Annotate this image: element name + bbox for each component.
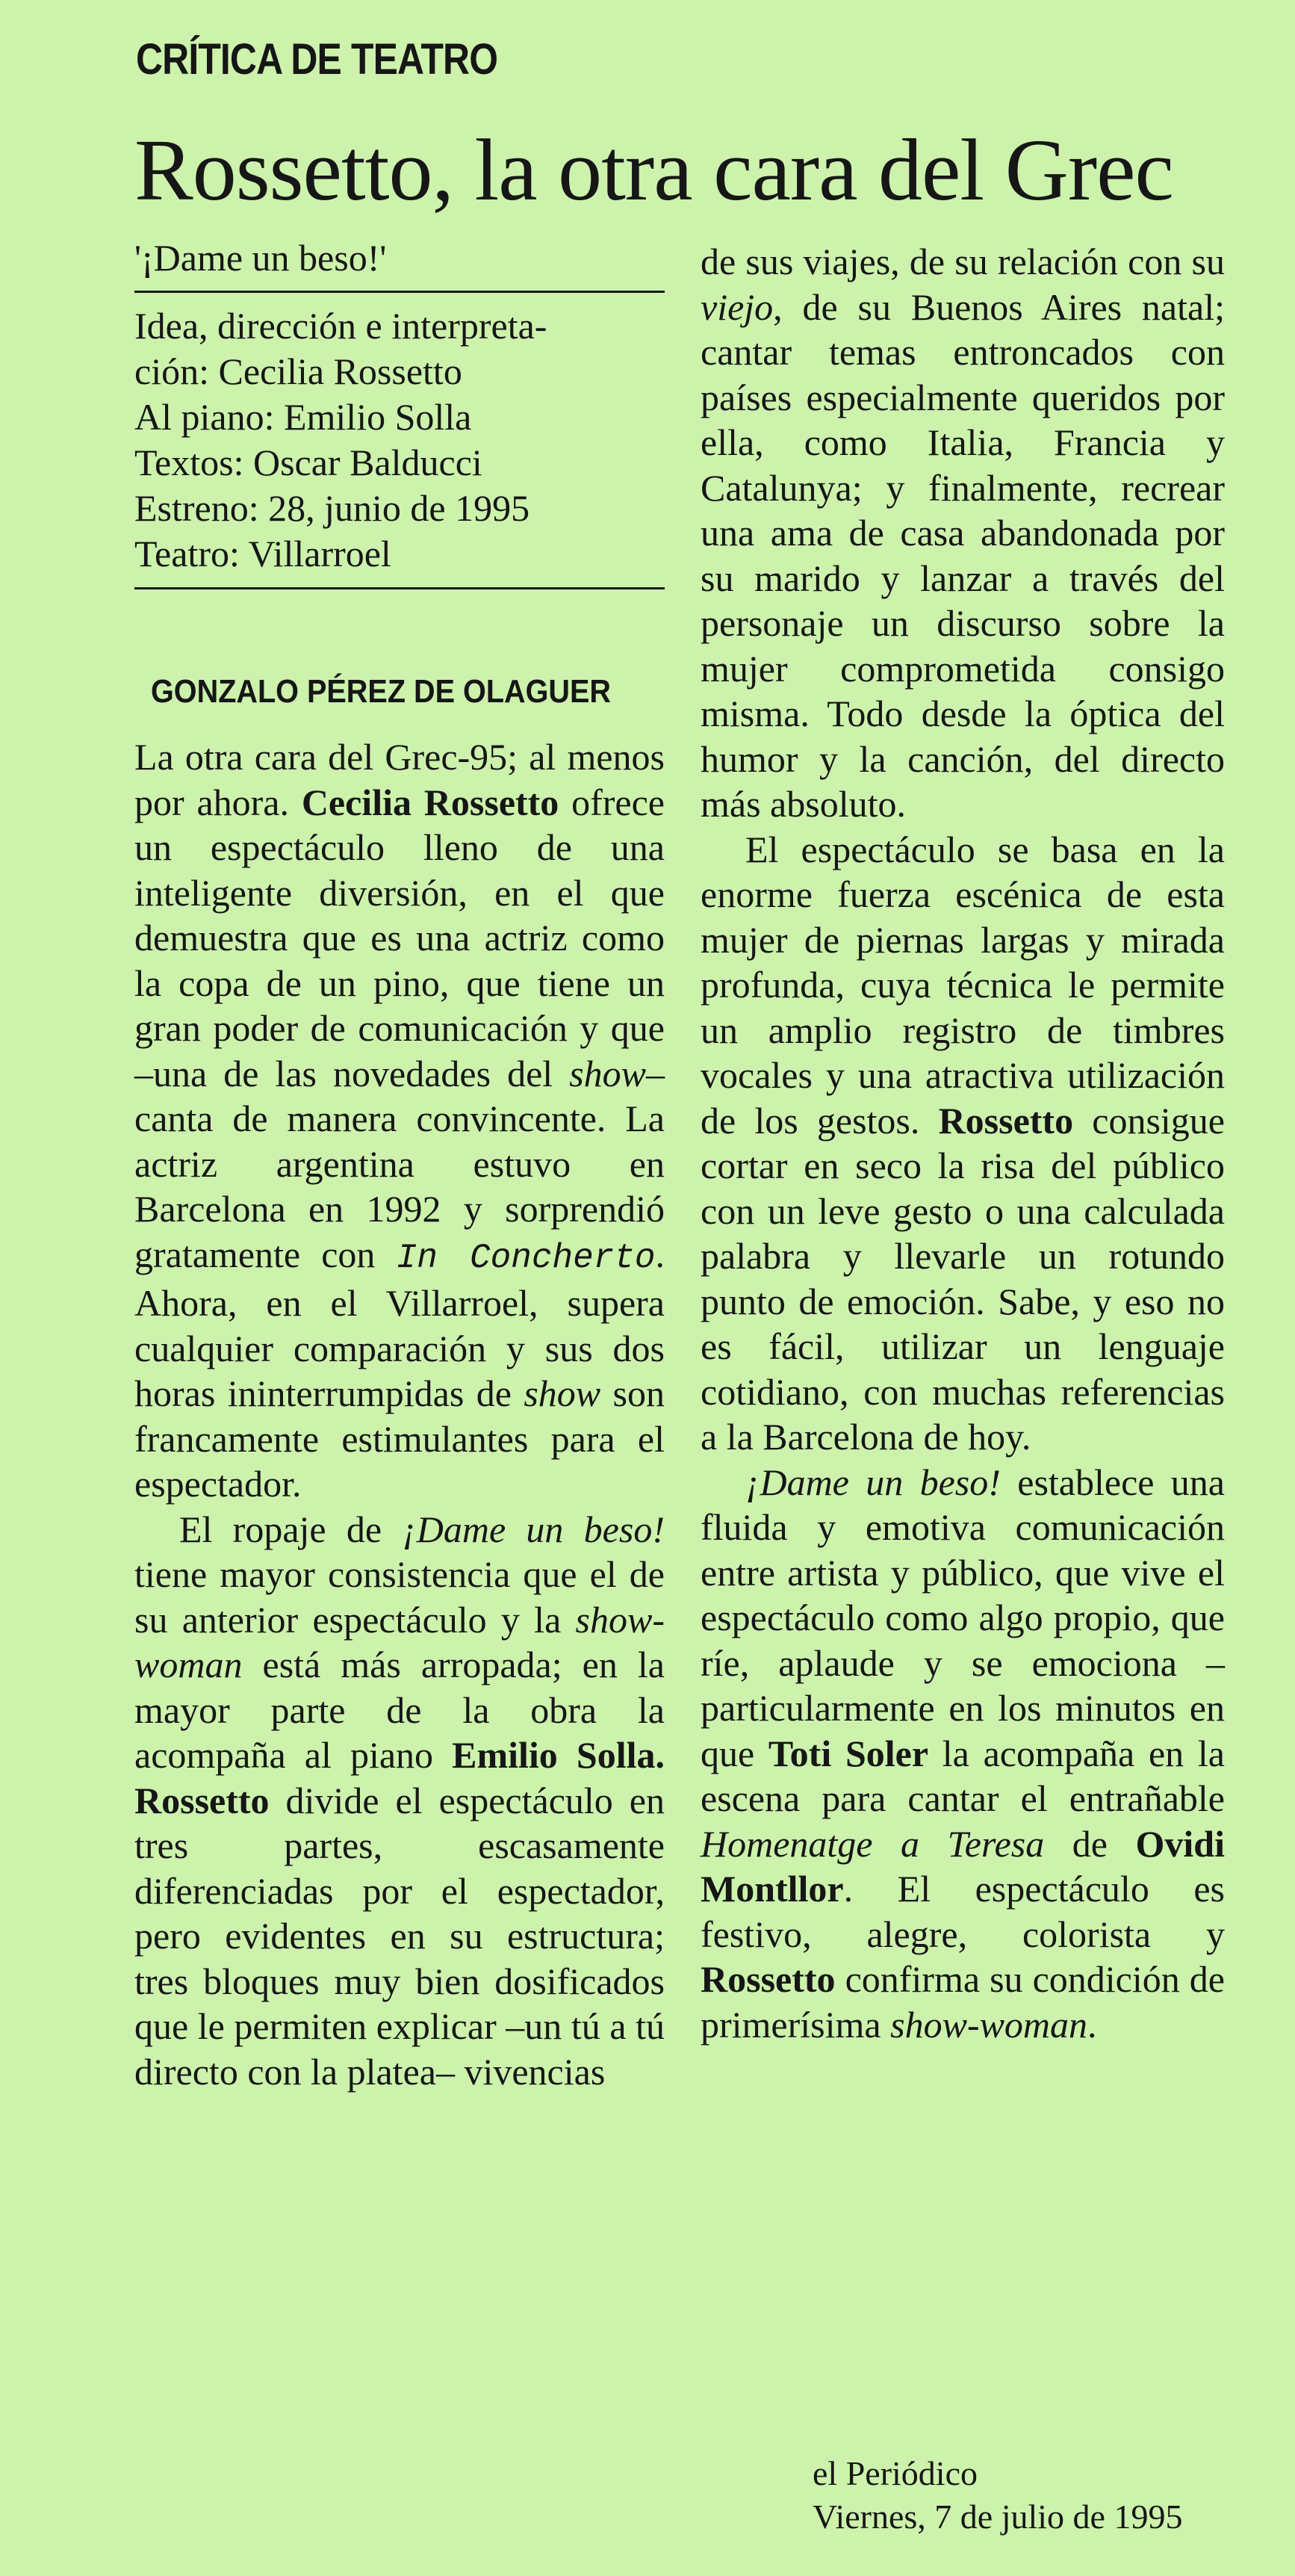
credit-line: Idea, dirección e interpreta- [134, 305, 547, 347]
headline: Rossetto, la otra cara del Grec [134, 121, 1173, 219]
article-paragraph: La otra cara del Grec-95; al menos por ahora. Cecilia Rossetto ofrece un espectáculo lleno de una inteligente diversión, en el que demuestra que es una actriz como la copa de un pino, que tiene un gran poder de comunicación y que –una de las novedades del show– canta de manera convincente. La actriz argentina estuvo en Barcelona en 1992 y sorprendió gratamente con In Concherto. Ahora, en el Villarroel, supera cualquier comparación y sus dos horas ininterrumpidas de show son francamente estimulantes para el espectador. [134, 736, 665, 1505]
article-paragraph: ¡Dame un beso! establece una fluida y emotiva comunicación entre artista y público, que vive el espectáculo como algo propio, que ríe, aplaude y se emociona –particularmente en los minutos en que Toti Soler la acompaña en la escena para cantar el entrañable Homenatge a Teresa de Ovidi Montllor. El espectáculo es festivo, alegre, colorista y Rossetto confirma su condición de primerísima show-woman. [701, 1461, 1225, 2046]
left-column [134, 235, 665, 2094]
publication-name: el Periódico [813, 2454, 978, 2492]
publication-date: Viernes, 7 de julio de 1995 [813, 2498, 1183, 2536]
right-column [701, 239, 1225, 2047]
credit-line: Estreno: 28, junio de 1995 [134, 487, 530, 529]
article-paragraph: El espectáculo se basa en la enorme fuerza escénica de esta mujer de piernas largas y mirada profunda, cuya técnica le permite un amplio registro de timbres vocales y una atractiva utilización de los gestos. Rossetto consigue cortar en seco la risa del público con un leve gesto o una calculada palabra y llevarle un rotundo punto de emoción. Sabe, y eso no es fácil, utilizar un lenguaje cotidiano, con muchas referencias a la Barcelona de hoy. [701, 828, 1225, 1458]
credits-box [134, 293, 665, 587]
article-paragraph: El ropaje de ¡Dame un beso! tiene mayor consistencia que el de su anterior espectáculo y la show-woman está más arropada; en la mayor parte de la obra la acompaña al piano Emilio Solla. Rossetto divide el espectáculo en tres partes, escasamente diferenciadas por el espectador, pero evidentes en su estructura; tres bloques muy bien dosificados que le permiten explicar –un tú a tú directo con la platea– vivencias [134, 1508, 665, 2093]
credit-line: Teatro: Villarroel [134, 533, 391, 575]
publication-footer [813, 2452, 1182, 2539]
credits-bottom-rule [134, 587, 665, 589]
section-label: CRÍTICA DE TEATRO [136, 35, 498, 84]
play-title: '¡Dame un beso!' [134, 237, 387, 279]
byline: GONZALO PÉREZ DE OLAGUER [151, 673, 612, 710]
credit-line: Textos: Oscar Balducci [134, 442, 482, 483]
article-paragraph: de sus viajes, de su relación con su viejo, de su Buenos Aires natal; cantar temas entroncados con países especialmente queridos por ella, como Italia, Francia y Catalunya; y finalmente, recrear una ama de casa abandonada por su marido y lanzar a través del personaje un discurso sobre la mujer comprometida consigo misma. Todo desde la óptica del humor y la canción, del directo más absoluto. [701, 241, 1225, 825]
credit-line: Al piano: Emilio Solla [134, 396, 472, 438]
credit-line: ción: Cecilia Rossetto [134, 350, 462, 392]
